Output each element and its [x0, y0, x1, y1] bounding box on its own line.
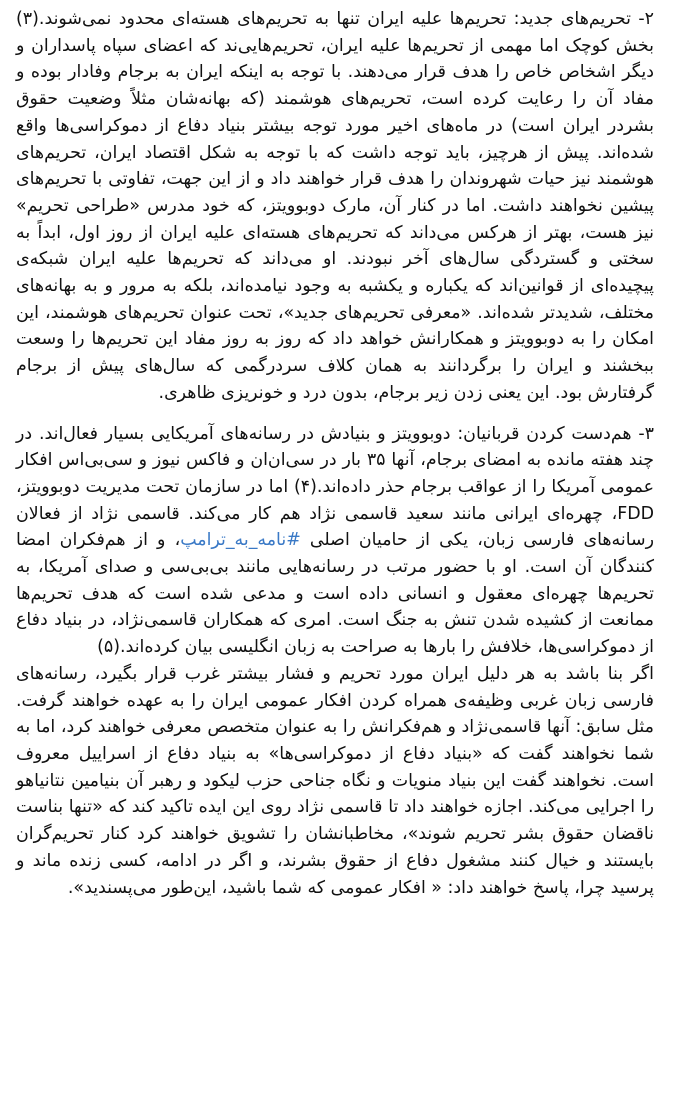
hashtag-link[interactable]: #نامه_به_ترامپ: [180, 530, 301, 551]
paragraph-text-end: ، و از هم‌فکران امضا کنندگان آن است. او با حضور مرتب در رسانه‌هایی مانند بی‌بی‌سی و صدای آمریکا، به تحریم‌ها چهره‌ای معقول و انسانی داده است و مدعی شده است که هدف تحریم‌ها ممانعت از کشیده شدن تنش به جنگ است. امری که همکاران قاسمی‌نژاد، در بنیاد دفاع از دموکراسی‌ها، خلافش را بارها به صراحت به زبان انگلیسی بیان کرده‌اند.(۵): [16, 530, 654, 658]
paragraph-text-start: ۳- هم‌دست کردن قربانیان: دوبوویتز و بنیادش در رسانه‌های آمریکایی بسیار فعال‌اند. در چند هفته مانده به امضای برجام، آنها ۳۵ بار در سی‌ان‌ان و فاکس نیوز و سی‌بی‌اس افکار عمومی آمریکا را از عواقب برجام حذر داده‌اند.(۴) اما در سازمان تحت مدیریت دوبوویتز، FDD، چهره‌ای ایرانی مانند سعید قاسمی نژاد هم کار می‌کند. قاسمی نژاد از فعالان رسانه‌های فارسی زبان، یکی از حامیان اصلی: [16, 423, 654, 551]
paragraph-western-media: اگر بنا باشد به هر دلیل ایران مورد تحریم و فشار بیشتر غرب قرار بگیرد، رسانه‌های فارسی زبان غربی وظیفه‌ی همراه کردن افکار عمومی ایران را به عهده خواهند گرفت. مثل سابق: آنها قاسمی‌نژاد و هم‌فکرانش را به عنوان متخصص معرفی خواهند کرد، اما به شما نخواهند گفت که «بنیاد دفاع از دموکراسی‌ها» به بنیاد دفاع از اسراییل معروف است. نخواهند گفت این بنیاد منویات و نگاه جناحی حزب لیکود و رهبر آن بنیامین نتانیاهو را اجرایی می‌کند. اجازه خواهند داد تا قاسمی نژاد روی این ایده تاکید کند که «تنها بناست ناقضان حقوق بشر تحریم شوند»، مخاطبانشان را تشویق خواهند کرد کنار تحریم‌گران بایستند و خیال کنند مشغول دفاع از حقوق بشرند، و اگر در ادامه، کسی زنده ماند و پرسید چرا، پاسخ خواهند داد: « افکار عمومی که شما باشید، این‌طور می‌پسندید».: [16, 663, 654, 898]
paragraph-complicit-victims: [16, 421, 654, 661]
paragraph-new-sanctions: ۲- تحریم‌های جدید: تحریم‌ها علیه ایران تنها به تحریم‌های هسته‌ای محدود نمی‌شوند.(۳) بخش کوچک اما مهمی از تحریم‌ها علیه ایران، تحریم‌هایی‌ند که اعضای سپاه پاسداران و دیگر اشخاص خاص را هدف قرار می‌دهند. با توجه به اینکه ایران به برجام وفادار بوده و مفاد آن را رعایت کرده است، تحریم‌های هوشمند (که بهانه‌شان مثلاً وضعیت حقوق بشردر ایران است) در ماه‌های اخیر مورد توجه بیشتر بنیاد دفاع از دموکراسی‌ها واقع شده‌اند. پیش از هرچیز، باید توجه داشت که با توجه به شکل اقتصاد ایران، تحریم‌های هوشمند نیز حیات شهروندان را هدف قرار خواهند داد و از این جهت، تفاوتی با تحریم‌های پیشین نخواهند داشت. اما در کنار آن، مارک دوبوویتز، که خود مدرس «طراحی تحریم» نیز هست، بهتر از هرکس می‌داند که تحریم‌های هسته‌ای علیه ایران از روز اول، ابداً به سختی و گستردگی سال‌های آخر نبودند. او می‌داند که تحریم‌ها علیه ایران شبکه‌ی پیچیده‌ای از قوانین‌اند که یکباره و یکشبه به وجود نیامده‌اند، بلکه به مرور و به بهانه‌های مختلف، شدیدتر شده‌اند. «معرفی تحریم‌های جدید»، تحت عنوان تحریم‌های هوشمند، این امکان را به دوبوویتز و همکارانش خواهد داد که روز به روز مفاد این تحریم‌ها را وسعت ببخشند و ایران را برگردانند به همان کلاف سردرگمی که سال‌های پیش از برجام گرفتارش بود. این یعنی زدن زیر برجام، بدون درد و خونریزی ظاهری.: [16, 9, 654, 403]
paragraph-gap: [16, 407, 654, 421]
